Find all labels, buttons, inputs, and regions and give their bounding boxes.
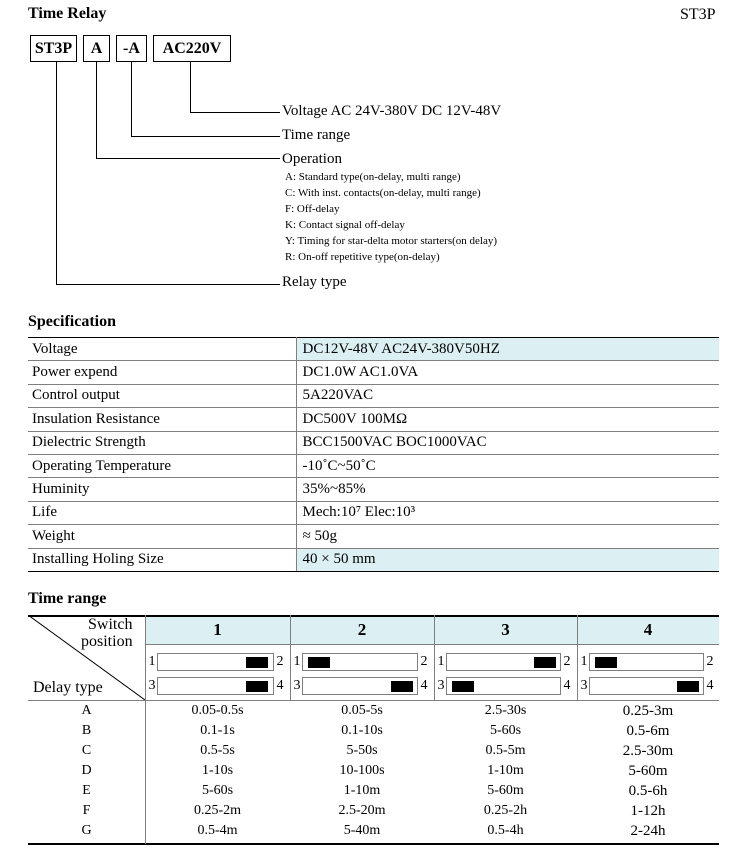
- specification-heading: Specification: [28, 313, 116, 330]
- spec-label: Dielectric Strength: [28, 431, 296, 454]
- label-relay-type: Relay type: [282, 274, 347, 290]
- spec-value: Mech:10⁷ Elec:10³: [296, 501, 719, 524]
- range-value: 10-100s: [339, 763, 385, 778]
- table-row: [28, 338, 719, 361]
- table-row: [28, 408, 719, 431]
- spec-value: 40 × 50 mm: [296, 548, 719, 571]
- position-header: 3: [434, 616, 577, 644]
- table-row: [28, 478, 719, 501]
- spec-value: 35%~85%: [296, 478, 719, 501]
- position-label: position: [81, 633, 133, 650]
- table-row: [28, 454, 719, 477]
- range-value: 2.5-20m: [338, 803, 386, 818]
- range-value: 0.5-6h: [628, 783, 668, 799]
- table-row: [28, 431, 719, 454]
- page-title: Time Relay: [28, 5, 107, 22]
- switch-label: Switch: [88, 616, 133, 633]
- range-value: 0.5-4h: [487, 823, 524, 838]
- delay-type-label: Delay type: [33, 679, 103, 696]
- table-row: [28, 501, 719, 524]
- range-value: 0.05-5s: [341, 703, 383, 718]
- range-value: 0.5-5s: [200, 743, 235, 758]
- range-value: 0.5-6m: [626, 723, 670, 739]
- range-value: 0.1-10s: [341, 723, 383, 738]
- spec-value: -10˚C~50˚C: [296, 454, 719, 477]
- position-header: 1: [145, 616, 290, 644]
- range-value: 5-50s: [346, 743, 378, 758]
- label-voltage: Voltage AC 24V-380V DC 12V-48V: [282, 103, 502, 119]
- label-time-range: Time range: [282, 127, 351, 143]
- operation-option: K: Contact signal off-delay: [285, 219, 405, 231]
- spec-label: Weight: [28, 525, 296, 548]
- spec-label: Installing Holing Size: [28, 548, 296, 571]
- spec-label: Insulation Resistance: [28, 408, 296, 431]
- operation-option: F: Off-delay: [285, 203, 340, 215]
- range-value: 5-60s: [489, 723, 522, 738]
- range-value: 5-60m: [487, 783, 524, 798]
- spec-label: Power expend: [28, 361, 296, 384]
- table-row: [28, 548, 719, 571]
- spec-value: DC12V-48V AC24V-380V50HZ: [296, 338, 719, 361]
- table-row: [28, 384, 719, 407]
- position-header: 4: [577, 616, 719, 644]
- code-box-operation: A: [83, 35, 110, 62]
- spec-value: BCC1500VAC BOC1000VAC: [296, 431, 719, 454]
- range-value: 1-10s: [201, 763, 234, 778]
- spec-value: DC500V 100MΩ: [296, 408, 719, 431]
- code-box-time-range: -A: [116, 35, 147, 62]
- specification-table: [28, 337, 719, 572]
- delay-type: G: [81, 823, 92, 838]
- range-value: 0.5-5m: [485, 743, 526, 758]
- model-code: ST3P: [680, 6, 716, 23]
- spec-value: DC1.0W AC1.0VA: [296, 361, 719, 384]
- delay-type: F: [82, 803, 91, 818]
- spec-label: Control output: [28, 384, 296, 407]
- table-row: [28, 525, 719, 548]
- operation-option: C: With inst. contacts(on-delay, multi range): [285, 187, 481, 199]
- spec-label: Huminity: [28, 478, 296, 501]
- operation-option: Y: Timing for star-delta motor starters(on delay): [285, 235, 498, 247]
- label-operation: Operation: [282, 151, 342, 167]
- code-box-relay-type: ST3P: [30, 35, 77, 62]
- range-value: 2-24h: [630, 823, 666, 839]
- range-value: 1-12h: [630, 803, 666, 819]
- spec-value: 5A220VAC: [296, 384, 719, 407]
- position-header: 2: [290, 616, 434, 644]
- range-value: 0.5-4m: [197, 823, 238, 838]
- delay-type: A: [81, 703, 92, 718]
- range-value: 5-60s: [201, 783, 234, 798]
- spec-label: Voltage: [28, 338, 296, 361]
- table-row: [28, 361, 719, 384]
- range-value: 0.25-2m: [193, 803, 242, 818]
- range-value: 5-60m: [628, 763, 668, 779]
- operation-option: R: On-off repetitive type(on-delay): [285, 251, 440, 263]
- delay-type: E: [82, 783, 91, 798]
- range-value: 0.25-3m: [622, 703, 674, 719]
- spec-label: Life: [28, 501, 296, 524]
- delay-type: C: [81, 743, 92, 758]
- operation-option: A: Standard type(on-delay, multi range): [285, 171, 461, 183]
- range-value: 5-40m: [343, 823, 381, 838]
- delay-type: D: [81, 763, 92, 778]
- delay-type: B: [81, 723, 92, 738]
- spec-label: Operating Temperature: [28, 454, 296, 477]
- range-value: 2.5-30s: [484, 703, 527, 718]
- range-value: 0.1-1s: [200, 723, 235, 738]
- time-range-heading: Time range: [28, 590, 107, 607]
- range-value: 1-10m: [487, 763, 524, 778]
- range-value: 0.25-2h: [483, 803, 528, 818]
- range-value: 0.05-0.5s: [191, 703, 244, 718]
- code-box-voltage: AC220V: [153, 35, 231, 62]
- range-value: 1-10m: [343, 783, 381, 798]
- range-value: 2.5-30m: [622, 743, 674, 759]
- spec-value: ≈ 50g: [296, 525, 719, 548]
